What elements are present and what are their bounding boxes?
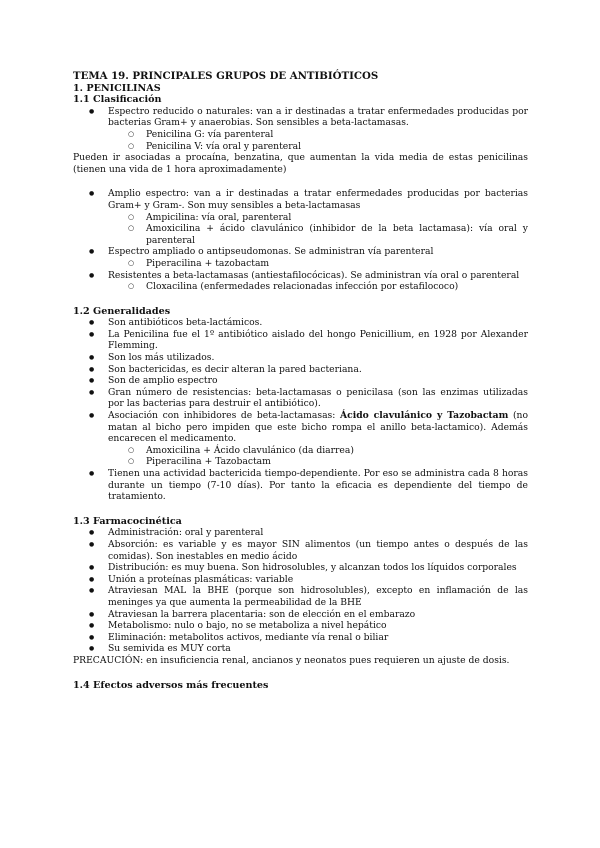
document-page xyxy=(73,71,528,691)
list-item: ● Amplio espectro: van a ir destinadas a tratar enfermedades producidas por bacterias Gram+ y Gram-. Son muy sensibles a beta-lactamasas ○ Ampicilina: vía oral, parenteral ○ Amoxicilina + ácido clavulánico (inhibidor de la beta lactamasa): vía oral y parenteral xyxy=(73,188,528,246)
list-item: ● La Penicilina fue el 1º antibiótico aislado del hongo Penicillium, en 1928 por Alexander Flemming. xyxy=(73,329,528,352)
list-item: ● Absorción: es variable y es mayor SIN alimentos (un tiempo antes o después de las comidas). Son inestables en medio ácido xyxy=(73,539,528,562)
list-item: ● Son los más utilizados. xyxy=(73,352,528,364)
subsection-heading-farmacocinetica: 1.3 Farmacocinética xyxy=(73,515,182,527)
list-item: ● Atraviesan MAL la BHE (porque son hidrosolubles), excepto en inflamación de las meninges ya que aumenta la permeabilidad de la BHE xyxy=(73,585,528,608)
list-item: ● Son de amplio espectro xyxy=(73,375,528,387)
section-heading-penicilinas: 1. PENICILINAS xyxy=(73,82,161,94)
list-item: ● Administración: oral y parenteral xyxy=(73,527,528,539)
sub-list xyxy=(108,281,528,293)
sub-list xyxy=(108,129,528,152)
list-item: ● Son antibióticos beta-lactámicos. xyxy=(73,317,528,329)
clasificacion-list-2 xyxy=(73,188,528,292)
list-item: ○ Penicilina G: vía parenteral xyxy=(108,129,528,141)
sub-list xyxy=(108,445,528,468)
list-item: ○ Amoxicilina + Ácido clavulánico (da diarrea) xyxy=(108,445,528,457)
list-item: ● Atraviesan la barrera placentaria: son de elección en el embarazo xyxy=(73,609,528,621)
list-item: ● Asociación con inhibidores de beta-lactamasas: Ácido clavulánico y Tazobactam (no matan al bicho pero impiden que este bicho rompa el anillo beta-lactamico). Además encarecen el medicamento. ○ Amoxicilina + Ácido clavulánico (da diarrea) ○ Piperacilina + Tazobactam xyxy=(73,410,528,468)
generalidades-list xyxy=(73,317,528,503)
list-item: ● Gran número de resistencias: beta-lactamasas o penicilasa (son las enzimas utilizadas por las bacterias para destruir el antibiótico). xyxy=(73,387,528,410)
subsection-heading-generalidades: 1.2 Generalidades xyxy=(73,305,171,317)
subsection-heading-clasificacion: 1.1 Clasificación xyxy=(73,94,162,106)
paragraph: Pueden ir asociadas a procaína, benzatina, que aumentan la vida media de estas penicilinas (tienen una vida de 1 hora aproximadamente) xyxy=(73,152,528,175)
list-item: ● Resistentes a beta-lactamasas (antiestafilocócicas). Se administran vía oral o parenteral ○ Cloxacilina (enfermedades relacionadas infección por estafilococo) xyxy=(73,270,528,293)
list-item: ● Metabolismo: nulo o bajo, no se metaboliza a nivel hepático xyxy=(73,620,528,632)
subsection-heading-efectos-adversos: 1.4 Efectos adversos más frecuentes xyxy=(73,679,269,691)
list-item: ● Unión a proteínas plasmáticas: variable xyxy=(73,574,528,586)
bold-text: Ácido clavulánico y Tazobactam xyxy=(340,410,509,422)
list-item: ○ Piperacilina + Tazobactam xyxy=(108,456,528,468)
list-item: ○ Amoxicilina + ácido clavulánico (inhibidor de la beta lactamasa): vía oral y parenteral xyxy=(108,223,528,246)
list-item: ○ Cloxacilina (enfermedades relacionadas infección por estafilococo) xyxy=(108,281,528,293)
list-item: ● Son bactericidas, es decir alteran la pared bacteriana. xyxy=(73,364,528,376)
list-item: ○ Penicilina V: vía oral y parenteral xyxy=(108,141,528,153)
sub-list xyxy=(108,258,528,270)
page-title: TEMA 19. PRINCIPALES GRUPOS DE ANTIBIÓTICOS xyxy=(73,70,379,82)
list-item: ● Distribución: es muy buena. Son hidrosolubles, y alcanzan todos los líquidos corporales xyxy=(73,562,528,574)
list-item: ● Espectro ampliado o antipseudomonas. Se administran vía parenteral ○ Piperacilina + tazobactam xyxy=(73,246,528,269)
list-item: ● Tienen una actividad bactericida tiempo-dependiente. Por eso se administra cada 8 horas durante un tiempo (7-10 días). Por tanto la eficacia es dependiente del tiempo de tratamiento. xyxy=(73,468,528,503)
farmacocinetica-list xyxy=(73,527,528,655)
list-item: ● Eliminación: metabolitos activos, mediante vía renal o biliar xyxy=(73,632,528,644)
sub-list xyxy=(108,212,528,247)
precaution-note: PRECAUCIÓN: en insuficiencia renal, ancianos y neonatos pues requieren un ajuste de dosis. xyxy=(73,654,510,666)
clasificacion-list-1 xyxy=(73,106,528,152)
list-item: ○ Ampicilina: vía oral, parenteral xyxy=(108,212,528,224)
list-item: ○ Piperacilina + tazobactam xyxy=(108,258,528,270)
list-item: ● Su semivida es MUY corta xyxy=(73,643,528,655)
list-item: ● Espectro reducido o naturales: van a ir destinadas a tratar enfermedades producidas por bacterias Gram+ y anaerobias. Son sensibles a beta-lactamasas. ○ Penicilina G: vía parenteral ○ Penicilina V: vía oral y parenteral xyxy=(73,106,528,152)
